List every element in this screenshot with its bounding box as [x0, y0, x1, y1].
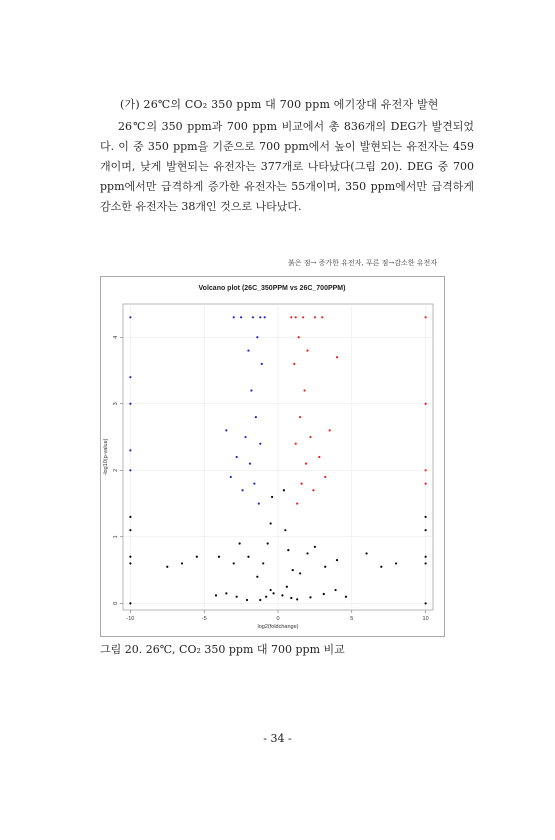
x-tick-label: 5	[350, 616, 354, 622]
legend-note: 붉은 점→ 증가한 유전자, 푸른 점→감소한 유전자	[287, 259, 437, 267]
data-point-not_significant	[425, 556, 427, 558]
data-point-decreased	[264, 316, 266, 318]
data-point-decreased	[249, 463, 251, 465]
x-tick-label: 0	[276, 616, 280, 622]
data-point-increased	[302, 316, 304, 318]
data-point-decreased	[236, 456, 238, 458]
data-point-decreased	[247, 349, 249, 351]
x-tick-label: 10	[422, 616, 429, 622]
data-point-increased	[299, 416, 301, 418]
data-point-not_significant	[296, 598, 298, 600]
data-point-decreased	[244, 436, 246, 438]
data-point-increased	[295, 316, 297, 318]
data-point-not_significant	[281, 594, 283, 596]
data-point-not_significant	[299, 572, 301, 574]
data-point-not_significant	[239, 542, 241, 544]
data-point-not_significant	[286, 586, 288, 588]
data-point-decreased	[250, 389, 252, 391]
y-tick-label: 4	[113, 335, 119, 339]
data-point-decreased	[129, 316, 131, 318]
data-point-decreased	[261, 363, 263, 365]
data-point-increased	[336, 356, 338, 358]
data-point-not_significant	[181, 562, 183, 564]
data-point-not_significant	[233, 562, 235, 564]
volcano-plot	[100, 276, 445, 637]
data-point-not_significant	[345, 596, 347, 598]
data-point-not_significant	[425, 602, 427, 604]
data-point-not_significant	[225, 592, 227, 594]
data-point-not_significant	[270, 522, 272, 524]
data-point-not_significant	[290, 597, 292, 599]
data-point-not_significant	[380, 566, 382, 568]
data-point-not_significant	[129, 562, 131, 564]
data-point-increased	[314, 316, 316, 318]
data-point-increased	[312, 489, 314, 491]
data-point-not_significant	[129, 529, 131, 531]
data-point-not_significant	[309, 596, 311, 598]
data-point-not_significant	[365, 552, 367, 554]
data-point-not_significant	[395, 562, 397, 564]
data-point-increased	[295, 443, 297, 445]
data-point-not_significant	[267, 542, 269, 544]
data-point-increased	[290, 316, 292, 318]
data-point-decreased	[129, 403, 131, 405]
body-paragraph: 26℃의 350 ppm과 700 ppm 비교에서 총 836개의 DEG가 발견되었다. 이 중 350 ppm을 기준으로 700 ppm에서 높이 발현되는 유전자는 459개이며, 낮게 발현되는 유전자는 377개로 나타났다(그림 20). DEG 중 700 ppm에서만 급격하게 증가한 유전자는 55개이며, 350 ppm에서만 급격하게 감소한 유전자는 38개인 것으로 나타났다.	[100, 120, 474, 213]
data-point-not_significant	[284, 529, 286, 531]
data-point-not_significant	[129, 602, 131, 604]
data-point-increased	[293, 363, 295, 365]
data-point-not_significant	[265, 596, 267, 598]
data-point-decreased	[259, 316, 261, 318]
data-point-decreased	[240, 316, 242, 318]
figure-caption: 그림 20. 26℃, CO₂ 350 ppm 대 700 ppm 비교	[100, 643, 345, 656]
data-point-not_significant	[314, 546, 316, 548]
data-point-not_significant	[306, 552, 308, 554]
data-point-decreased	[129, 449, 131, 451]
data-point-decreased	[129, 376, 131, 378]
data-point-decreased	[230, 476, 232, 478]
data-point-increased	[318, 456, 320, 458]
data-point-decreased	[256, 336, 258, 338]
data-point-not_significant	[196, 556, 198, 558]
data-point-increased	[301, 483, 303, 485]
data-point-not_significant	[215, 594, 217, 596]
data-point-increased	[306, 349, 308, 351]
data-point-not_significant	[129, 556, 131, 558]
data-point-not_significant	[283, 489, 285, 491]
data-point-decreased	[233, 316, 235, 318]
data-point-not_significant	[270, 589, 272, 591]
data-point-decreased	[129, 469, 131, 471]
y-tick-label: 0	[113, 601, 119, 605]
data-point-not_significant	[262, 562, 264, 564]
x-tick-label: -10	[126, 616, 135, 622]
data-point-increased	[309, 436, 311, 438]
data-point-not_significant	[271, 496, 273, 498]
data-point-not_significant	[336, 559, 338, 561]
volcano-plot-svg	[101, 277, 444, 636]
data-point-not_significant	[166, 566, 168, 568]
chart-title: Volcano plot (26C_350PPM vs 26C_700PPM)	[198, 285, 346, 292]
data-point-increased	[425, 403, 427, 405]
data-point-increased	[425, 469, 427, 471]
data-point-increased	[303, 389, 305, 391]
data-point-not_significant	[218, 556, 220, 558]
data-point-decreased	[258, 502, 260, 504]
data-point-not_significant	[425, 516, 427, 518]
page-number: - 34 -	[263, 732, 292, 745]
section-heading: (가) 26℃의 CO₂ 350 ppm 대 700 ppm 에기장대 유전자 발현	[120, 98, 439, 111]
data-point-increased	[321, 316, 323, 318]
data-point-decreased	[252, 316, 254, 318]
y-tick-label: 1	[113, 535, 119, 539]
data-point-not_significant	[292, 569, 294, 571]
data-point-not_significant	[425, 529, 427, 531]
data-point-decreased	[253, 483, 255, 485]
x-tick-label: -5	[201, 616, 207, 622]
data-point-increased	[425, 483, 427, 485]
data-point-not_significant	[256, 576, 258, 578]
data-point-increased	[298, 336, 300, 338]
data-point-not_significant	[246, 599, 248, 601]
data-point-decreased	[241, 489, 243, 491]
data-point-not_significant	[425, 562, 427, 564]
data-point-increased	[329, 429, 331, 431]
x-axis-label: log2(foldchange)	[257, 624, 299, 630]
data-point-decreased	[259, 443, 261, 445]
y-tick-label: 2	[113, 468, 119, 472]
data-point-not_significant	[323, 593, 325, 595]
y-axis-label: -log10(p-value)	[103, 438, 109, 476]
data-point-not_significant	[129, 516, 131, 518]
data-point-not_significant	[272, 592, 274, 594]
y-tick-label: 3	[113, 402, 119, 406]
data-point-decreased	[255, 416, 257, 418]
data-point-not_significant	[259, 599, 261, 601]
data-point-increased	[324, 476, 326, 478]
data-point-not_significant	[324, 566, 326, 568]
data-point-not_significant	[247, 556, 249, 558]
data-point-decreased	[225, 429, 227, 431]
data-point-not_significant	[236, 596, 238, 598]
data-point-not_significant	[334, 589, 336, 591]
data-point-increased	[425, 316, 427, 318]
data-point-not_significant	[287, 549, 289, 551]
data-point-increased	[305, 463, 307, 465]
data-point-increased	[296, 502, 298, 504]
